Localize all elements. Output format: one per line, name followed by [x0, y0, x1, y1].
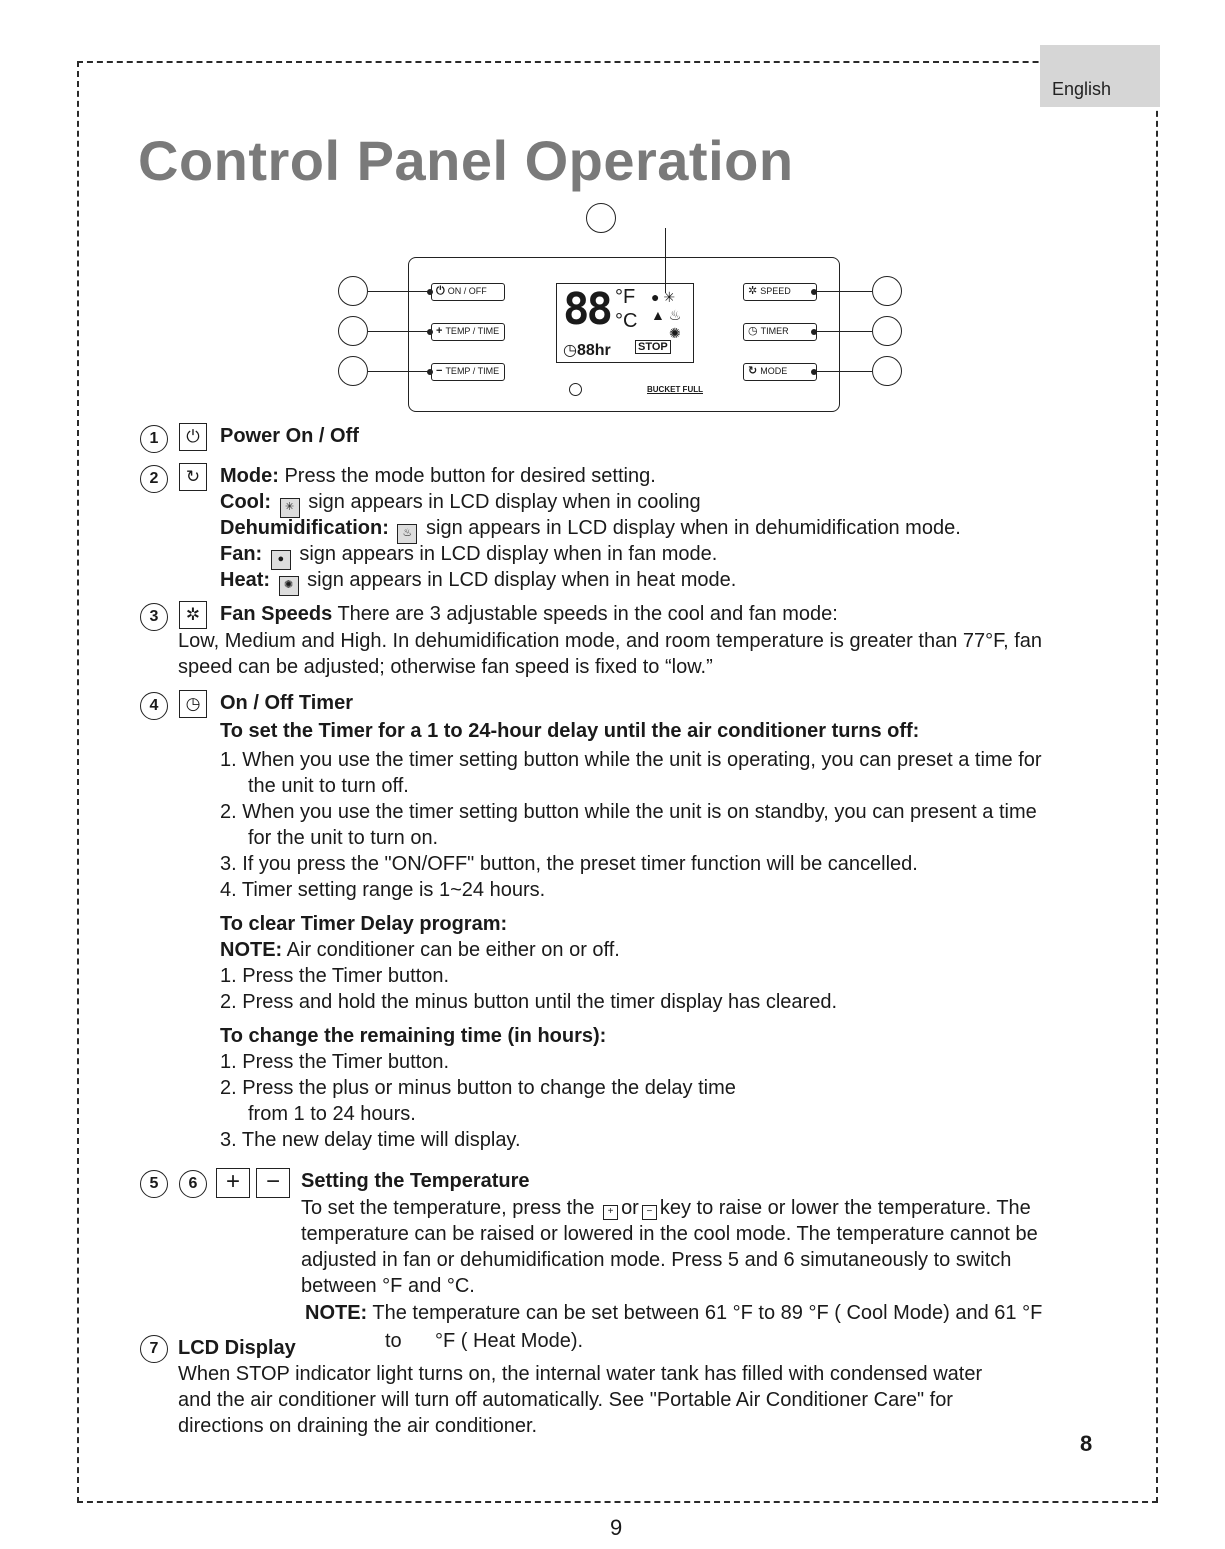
note-text: The temperature can be set between 61 °F to 89 °F ( Cool Mode) and 61 °F — [367, 1302, 1043, 1324]
temperature-text: between °F and °C. — [301, 1275, 475, 1297]
timer-set-heading: To set the Timer for a 1 to 24-hour delay until the air conditioner turns off: — [220, 720, 920, 742]
fan-speeds-text: speed can be adjusted; otherwise fan speed is fixed to “low.” — [178, 656, 713, 678]
fan-icon: ✲ — [748, 285, 758, 297]
cool-text: sign appears in LCD display when in cooling — [302, 491, 701, 513]
fan-line — [220, 541, 717, 570]
callout-timer — [872, 316, 902, 346]
section-number: 3 — [140, 603, 168, 631]
control-panel — [408, 257, 840, 412]
temp-minus-button[interactable] — [431, 363, 505, 381]
fan-icon: ✲ — [179, 601, 207, 629]
section-number: 6 — [179, 1170, 207, 1198]
fan-speeds-title: Fan Speeds — [220, 603, 333, 625]
lcd-text: directions on draining the air conditioner. — [178, 1415, 538, 1437]
dehum-label: Dehumidification: — [220, 517, 389, 539]
mode-button[interactable] — [743, 363, 817, 381]
dehum-text: sign appears in LCD display when in dehumidification mode. — [420, 517, 961, 539]
temp-plus-button[interactable] — [431, 323, 505, 341]
dehum-line — [220, 515, 961, 544]
heat-line — [220, 567, 736, 596]
fan-mode-icon: ● — [651, 289, 660, 305]
temperature-line — [301, 1195, 1031, 1221]
power-icon: ⏻ — [179, 423, 207, 451]
indicator-dot — [811, 289, 817, 295]
cool-label: Cool: — [220, 491, 272, 513]
timer-step: 2. Press the plus or minus button to change the delay time — [220, 1077, 736, 1099]
control-panel-figure — [335, 200, 915, 420]
timer-step: 1. When you use the timer setting button while the unit is operating, you can preset a time for — [220, 749, 1042, 771]
indicator-dot — [427, 289, 433, 295]
temperature-text: or — [621, 1197, 639, 1219]
minus-icon: − — [256, 1168, 290, 1198]
timer-step: the unit to turn off. — [248, 775, 409, 797]
callout-speed — [872, 276, 902, 306]
temp-plus-label: TEMP / TIME — [445, 326, 500, 336]
indicator-dot — [427, 329, 433, 335]
language-label: English — [1052, 79, 1112, 99]
timer-icon: ◷ — [179, 690, 207, 718]
callout-plus — [338, 316, 368, 346]
section-number: 5 — [140, 1170, 168, 1198]
timer-change-heading: To change the remaining time (in hours): — [220, 1025, 607, 1047]
fan-speeds-line — [220, 601, 838, 627]
callout-power — [338, 276, 368, 306]
plus-icon: + — [436, 325, 443, 337]
timer-step: 2. Press and hold the minus button until the timer display has cleared. — [220, 991, 838, 1013]
timer-step: 2. When you use the timer setting button while the unit is on standby, you can present a time — [220, 801, 1037, 823]
indicator-dot — [427, 369, 433, 375]
clock-icon: ◷ — [748, 325, 758, 337]
minus-key-icon: − — [642, 1205, 657, 1220]
heat-icon: ✺ — [279, 576, 299, 596]
heat-mode-icon: ✺ — [669, 325, 681, 341]
timer-button[interactable] — [743, 323, 817, 341]
page-number: 8 — [1080, 1431, 1093, 1456]
section-title: LCD Display — [178, 1337, 296, 1359]
section-title: On / Off Timer — [220, 692, 353, 714]
timer-step: 3. The new delay time will display. — [220, 1129, 521, 1151]
note-text: Air conditioner can be either on or off. — [282, 939, 620, 961]
timer-clear-note — [220, 937, 620, 963]
on-off-label: ON / OFF — [447, 286, 487, 296]
lcd-timer-readout — [563, 340, 611, 360]
footer-page-number: 9 — [610, 1515, 623, 1540]
speed-label: SPEED — [760, 286, 791, 296]
temperature-text: temperature can be raised or lowered in the cool mode. The temperature cannot be — [301, 1223, 1038, 1245]
lcd-mode-icons — [651, 288, 691, 342]
timer-step: 1. Press the Timer button. — [220, 965, 449, 987]
fan-speeds-text: There are 3 adjustable speeds in the cool and fan mode: — [332, 603, 838, 625]
fan-icon: ● — [271, 550, 291, 570]
section-number: 4 — [140, 692, 168, 720]
timer-step: for the unit to turn on. — [248, 827, 439, 849]
section-number: 7 — [140, 1335, 168, 1363]
fan-text: sign appears in LCD display when in fan mode. — [293, 543, 718, 565]
mode-cycle-icon: ↻ — [748, 365, 758, 377]
callout-minus — [338, 356, 368, 386]
page-title: Control Panel Operation — [138, 129, 794, 192]
mode-label: Mode: — [220, 465, 279, 487]
callout-mode — [872, 356, 902, 386]
dehumidify-icon: ♨ — [397, 524, 417, 544]
lcd-text: and the air conditioner will turn off automatically. See "Portable Air Conditioner Care" for — [178, 1389, 953, 1411]
dehumidify-icon: ♨ — [668, 307, 682, 323]
lcd-temperature-digits: 88 — [563, 284, 610, 335]
mode-intro — [220, 463, 656, 489]
mode-text: Press the mode button for desired setting. — [278, 465, 656, 487]
mode-label: MODE — [760, 366, 788, 376]
lcd-hours: 88hr — [576, 342, 611, 359]
section-number: 2 — [140, 465, 168, 493]
timer-step: 4. Timer setting range is 1~24 hours. — [220, 879, 546, 901]
lcd-fahrenheit: °F — [615, 286, 636, 308]
temperature-note: to °F ( Heat Mode). — [385, 1330, 584, 1352]
mode-cycle-icon: ↻ — [179, 463, 207, 491]
section-number: 1 — [140, 425, 168, 453]
language-tab — [1040, 45, 1160, 107]
callout-lcd — [586, 203, 616, 233]
lcd-display — [556, 283, 694, 363]
temperature-text: adjusted in fan or dehumidification mode. Press 5 and 6 simutaneously to switch — [301, 1249, 1012, 1271]
on-off-button[interactable] — [431, 283, 505, 301]
note-label: NOTE: — [220, 939, 283, 961]
lcd-text: When STOP indicator light turns on, the internal water tank has filled with condensed water — [178, 1363, 983, 1385]
temp-minus-label: TEMP / TIME — [445, 366, 500, 376]
fan-speeds-text: Low, Medium and High. In dehumidification mode, and room temperature is greater than 77°F, fan — [178, 630, 1043, 652]
section-title: Power On / Off — [220, 425, 359, 447]
lcd-celsius: °C — [615, 310, 638, 332]
timer-step: 3. If you press the "ON/OFF" button, the preset timer function will be cancelled. — [220, 853, 918, 875]
fan-speed-icon: ▲ — [651, 307, 665, 323]
speed-button[interactable] — [743, 283, 817, 301]
timer-label: TIMER — [760, 326, 789, 336]
timer-step: 1. Press the Timer button. — [220, 1051, 449, 1073]
indicator-dot — [811, 329, 817, 335]
timer-step: from 1 to 24 hours. — [248, 1103, 416, 1125]
plus-icon: + — [216, 1168, 250, 1198]
cool-icon: ✳ — [280, 498, 300, 518]
cool-line — [220, 489, 701, 518]
power-icon: ⏻ — [436, 285, 445, 297]
fan-label: Fan: — [220, 543, 263, 565]
minus-icon: − — [436, 365, 443, 377]
indicator-dot — [811, 369, 817, 375]
cool-mode-icon: ✳ — [663, 289, 676, 305]
bucket-full-label: BUCKET FULL — [647, 385, 703, 394]
temperature-text: To set the temperature, press the — [301, 1197, 595, 1219]
heat-label: Heat: — [220, 569, 271, 591]
clock-icon: ◷ — [563, 342, 577, 359]
note-label: NOTE: — [305, 1302, 368, 1324]
timer-clear-heading: To clear Timer Delay program: — [220, 913, 508, 935]
temperature-text: key to raise or lower the temperature. The — [659, 1197, 1031, 1219]
heat-text: sign appears in LCD display when in heat mode. — [301, 569, 737, 591]
plus-key-icon: + — [603, 1205, 618, 1220]
lcd-stop-indicator: STOP — [635, 340, 671, 354]
temperature-note — [305, 1300, 1042, 1326]
indicator-light — [569, 383, 582, 396]
section-title: Setting the Temperature — [301, 1170, 530, 1192]
